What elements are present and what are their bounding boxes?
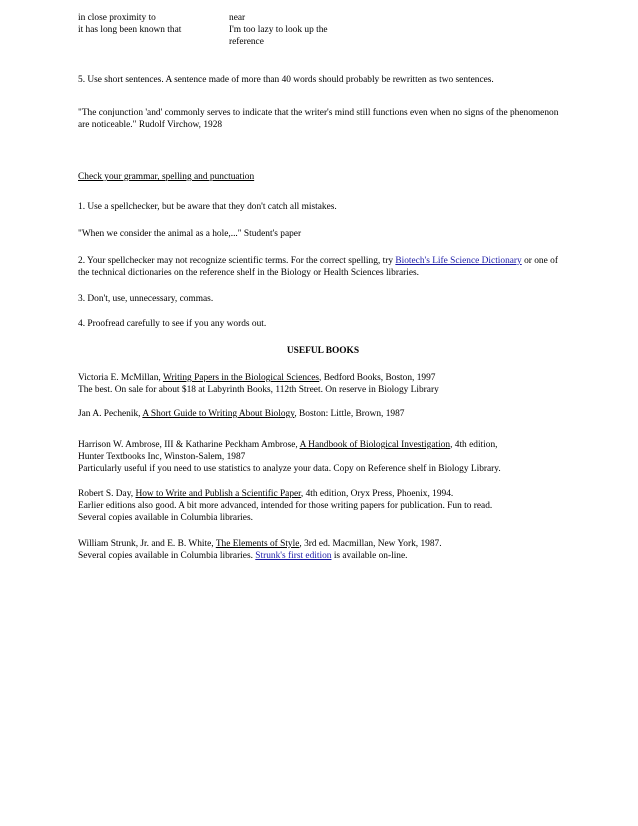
student-quote: "When we consider the animal as a hole,..." Student's paper [78,229,302,239]
book-citation [78,538,563,550]
book-publisher-line: Hunter Textbooks Inc, Winston-Salem, 1987 [78,452,246,462]
book-note [78,550,563,562]
book-author: William Strunk, Jr. and E. B. White, [78,539,216,549]
wordy-phrase: in close proximity to [78,13,156,23]
tip-2-text-after: or one of the technical dictionaries on the reference shelf in the Biology or Health Sciences libraries. [78,256,558,278]
book-note: Several copies available in Columbia libraries. [78,513,253,523]
biotech-dictionary-link[interactable]: Biotech's Life Science Dictionary [395,256,522,266]
table-row [78,24,568,36]
grammar-tip-1: 1. Use a spellchecker, but be aware that they don't catch all mistakes. [78,202,337,212]
book-publisher: , 3rd ed. Macmillan, New York, 1987. [299,539,442,549]
book-title: How to Write and Publish a Scientific Paper [135,489,301,499]
book-entry [78,439,563,475]
book-note-text: Several copies available in Columbia libraries. [78,551,256,561]
tip-short-sentences: 5. Use short sentences. A sentence made of more than 40 words should probably be rewritten as two sentences. [78,75,494,85]
book-citation [78,439,563,451]
book-title: A Handbook of Biological Investigation [299,440,451,450]
book-author: Robert S. Day, [78,489,136,499]
book-entry [78,538,563,562]
book-note: Earlier editions also good. A bit more advanced, intended for those writing papers for publication. Fun to read. [78,501,493,511]
table-row [78,36,568,48]
book-entry [78,488,563,524]
grammar-tip-2 [78,255,563,279]
book-author: Jan A. Pechenik, [78,409,143,419]
phrase-table [78,12,568,48]
grammar-tip-3: 3. Don't, use, unnecessary, commas. [78,294,214,304]
book-publisher: , 4th edition, Oryx Press, Phoenix, 1994. [300,489,454,499]
book-citation [78,488,563,500]
book-note-text-after: is available on-line. [331,551,408,561]
tip-2-text: 2. Your spellchecker may not recognize scientific terms. For the correct spelling, try [78,256,396,266]
virchow-quote: "The conjunction 'and' commonly serves to indicate that the writer's mind still functions even when no signs of the phenomenon are noticeable." Rudolf Virchow, 1928 [78,108,559,130]
book-publisher: , Boston: Little, Brown, 1987 [294,409,405,419]
book-title: The Elements of Style [215,539,300,549]
book-title: Writing Papers in the Biological Sciences [162,373,320,383]
book-title: A Short Guide to Writing About Biology [142,409,295,419]
better-phrase: I'm too lazy to look up the [229,25,328,35]
book-author: Victoria E. McMillan, [78,373,163,383]
wordy-phrase: it has long been known that [78,25,182,35]
book-citation [78,408,563,420]
book-note: Particularly useful if you need to use statistics to analyze your data. Copy on Reference shelf in Biology Library. [78,464,501,474]
book-note: The best. On sale for about $18 at Labyrinth Books, 112th Street. On reserve in Biology Library [78,385,439,395]
book-entry [78,372,563,396]
book-entry [78,408,563,420]
grammar-heading: Check your grammar, spelling and punctuation [78,172,255,182]
strunk-first-edition-link[interactable]: Strunk's first edition [255,551,332,561]
grammar-tip-4: 4. Proofread carefully to see if you any words out. [78,319,267,329]
table-row [78,12,568,24]
book-publisher: , 4th edition, [450,440,498,450]
book-citation [78,372,563,384]
better-phrase: near [229,13,246,23]
useful-books-heading: USEFUL BOOKS [286,346,360,356]
better-phrase: reference [229,37,264,47]
book-publisher: , Bedford Books, Boston, 1997 [319,373,436,383]
book-author: Harrison W. Ambrose, III & Katharine Peckham Ambrose, [78,440,300,450]
